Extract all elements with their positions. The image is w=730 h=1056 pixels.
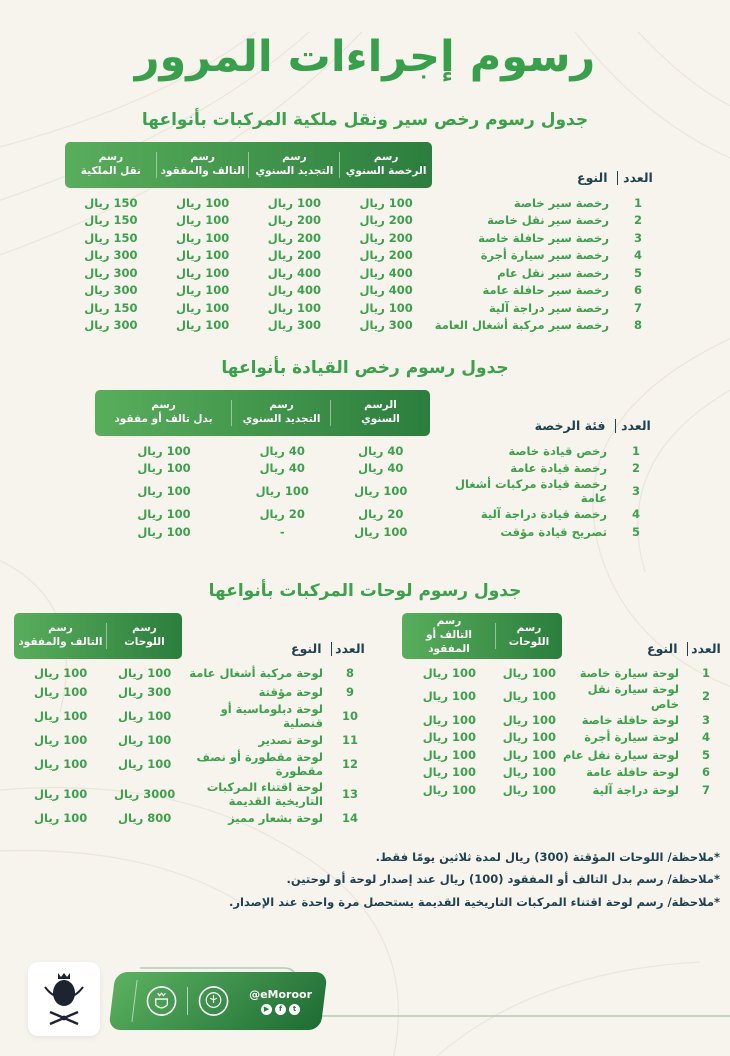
row-fee: 400 ريال bbox=[359, 265, 413, 280]
row-number: 14 bbox=[341, 811, 358, 826]
table-row bbox=[65, 247, 658, 265]
row-fee: 100 ريال bbox=[359, 195, 413, 210]
table-row bbox=[65, 264, 658, 282]
row-fee: 100 ريال bbox=[118, 708, 172, 723]
row-type: لوحة حافلة عامة bbox=[586, 765, 679, 780]
row-fee: 300 ريال bbox=[84, 248, 138, 263]
fee-column-header bbox=[340, 151, 432, 178]
type-header: النوع bbox=[577, 170, 608, 185]
row-type: رخصة قيادة دراجة آلية bbox=[480, 507, 607, 522]
row-fee: 300 ريال bbox=[84, 265, 138, 280]
row-number: 4 bbox=[631, 507, 640, 522]
driving-license-fees-table bbox=[95, 390, 656, 541]
table-row bbox=[14, 780, 368, 809]
row-fee: 200 ريال bbox=[359, 213, 413, 228]
row-fee: 100 ريال bbox=[34, 757, 88, 772]
row-number: 4 bbox=[701, 730, 710, 745]
section-title-plates: جدول رسوم لوحات المركبات بأنواعها bbox=[208, 580, 522, 601]
row-type: رخصة سير نقل خاصة bbox=[487, 213, 609, 228]
fee-col-title-top: رسم bbox=[282, 151, 307, 164]
row-fee: 100 ريال bbox=[255, 484, 309, 499]
row-fee: 100 ريال bbox=[137, 524, 191, 539]
row-fee: 200 ريال bbox=[359, 230, 413, 245]
table-header bbox=[95, 390, 656, 436]
row-fee: 150 ريال bbox=[84, 230, 138, 245]
fee-col-title-bottom: التالف والمفقود bbox=[18, 635, 103, 648]
table-header bbox=[65, 142, 658, 188]
table-row bbox=[14, 683, 368, 701]
fee-col-title-top: رسم bbox=[436, 615, 462, 628]
type-header: النوع bbox=[291, 640, 322, 656]
row-fee: 200 ريال bbox=[267, 248, 321, 263]
row-type: لوحة سيارة نقل خاص bbox=[587, 682, 679, 711]
row-number: 5 bbox=[701, 747, 710, 762]
row-fee: 100 ريال bbox=[34, 811, 88, 826]
fee-col-title-bottom: الرخصة السنوي bbox=[345, 165, 427, 177]
section-title-driving-licenses: جدول رسوم رخص القيادة بأنواعها bbox=[221, 358, 509, 378]
table-row bbox=[95, 442, 656, 460]
row-fee: 100 ريال bbox=[34, 666, 88, 681]
table-body bbox=[95, 442, 656, 541]
row-fee: 100 ريال bbox=[175, 265, 230, 280]
fee-col-title-top: رسم bbox=[132, 622, 157, 635]
table-row bbox=[65, 282, 658, 300]
table-row bbox=[14, 702, 368, 731]
row-fee: - bbox=[279, 524, 285, 539]
note-line: *ملاحظة/ اللوحات المؤقتة (300) ريال لمدة ثلاثين يومًا فقط. bbox=[375, 850, 720, 864]
row-type: لوحة سيارة خاصة bbox=[579, 666, 679, 681]
header-divider bbox=[615, 419, 617, 433]
row-fee: 100 ريال bbox=[175, 230, 230, 245]
section-title-vehicle-licenses: جدول رسوم رخص سير ونقل ملكية المركبات بأنواعها bbox=[141, 110, 589, 130]
fee-column-header bbox=[107, 622, 182, 649]
row-fee: 100 ريال bbox=[175, 300, 230, 315]
row-fee: 800 ريال bbox=[118, 811, 172, 826]
row-fee: 150 ريال bbox=[84, 213, 138, 228]
footer-outline-line bbox=[0, 958, 730, 1048]
moroor-emblem-icon bbox=[42, 970, 86, 1028]
fee-column-header bbox=[496, 622, 562, 649]
table-row bbox=[402, 682, 724, 711]
row-type: رخصة سير مركبة أشغال العامة bbox=[434, 318, 609, 333]
row-type: لوحة سيارة نقل عام bbox=[563, 747, 679, 762]
row-fee: 400 ريال bbox=[267, 283, 321, 298]
row-fee: 100 ريال bbox=[502, 765, 556, 780]
table-row bbox=[65, 212, 658, 230]
table-row bbox=[402, 729, 724, 747]
row-fee: 400 ريال bbox=[359, 283, 413, 298]
table-header bbox=[14, 613, 368, 659]
table-row bbox=[65, 299, 658, 317]
count-type-header bbox=[562, 613, 724, 659]
row-fee: 100 ريال bbox=[137, 484, 191, 499]
fee-col-title-bottom: التالف أو المفقود bbox=[425, 628, 472, 655]
emoroor-handle: @eMoroor bbox=[249, 987, 312, 1001]
social-icons bbox=[249, 1004, 312, 1015]
plates-tables-wrapper bbox=[0, 613, 730, 828]
row-number: 5 bbox=[631, 524, 640, 539]
row-fee: 100 ريال bbox=[34, 786, 88, 801]
count-type-header bbox=[432, 142, 658, 188]
table-header bbox=[402, 613, 724, 659]
fee-col-title-bottom: التجديد السنوي bbox=[255, 165, 334, 177]
fee-col-title-bottom: اللوحات bbox=[124, 635, 165, 648]
row-fee: 100 ريال bbox=[502, 730, 556, 745]
row-type: رخصة سير دراجة آلية bbox=[488, 300, 609, 315]
row-fee: 100 ريال bbox=[502, 666, 556, 681]
fee-column-header bbox=[331, 399, 430, 426]
row-fee: 100 ريال bbox=[267, 195, 321, 210]
row-type: رخصة سير حافلة خاصة bbox=[478, 230, 609, 245]
row-number: 13 bbox=[341, 786, 358, 801]
row-number: 7 bbox=[701, 782, 710, 797]
fee-column-header bbox=[232, 399, 331, 426]
row-number: 4 bbox=[633, 248, 642, 263]
row-number: 2 bbox=[701, 689, 710, 704]
row-number: 5 bbox=[633, 265, 642, 280]
row-number: 11 bbox=[341, 733, 358, 748]
row-type: رخصة سير حافلة عامة bbox=[482, 283, 609, 298]
row-fee: 100 ريال bbox=[502, 689, 556, 704]
ministry-of-interior-badge-icon bbox=[198, 985, 229, 1017]
row-type: لوحة مقطورة أو نصف مقطورة bbox=[196, 750, 323, 779]
row-fee: 20 ريال bbox=[259, 507, 305, 522]
traffic-police-badge-icon bbox=[146, 985, 177, 1017]
fee-col-title-top: رسم bbox=[373, 151, 399, 164]
page-title: رسوم إجراءات المرور bbox=[134, 32, 596, 82]
fee-col-title-bottom: بدل تالف أو مفقود bbox=[114, 413, 213, 425]
row-fee: 20 ريال bbox=[358, 507, 404, 522]
fee-column-header bbox=[65, 151, 157, 178]
badge-divider bbox=[187, 987, 188, 1015]
row-number: 1 bbox=[633, 195, 642, 210]
row-number: 2 bbox=[633, 213, 642, 228]
fee-column-header bbox=[95, 399, 232, 426]
row-fee: 300 ريال bbox=[267, 318, 321, 333]
row-fee: 40 ريال bbox=[259, 461, 305, 476]
table-row bbox=[14, 810, 368, 828]
row-number: 3 bbox=[631, 484, 640, 499]
row-type: رخصة قيادة مركبات أشغال عامة bbox=[454, 477, 607, 506]
row-type: رخصة قيادة عامة bbox=[510, 461, 607, 476]
row-fee: 100 ريال bbox=[422, 782, 476, 797]
fee-column-header bbox=[14, 622, 107, 649]
row-fee: 100 ريال bbox=[422, 712, 476, 727]
row-type: لوحة دراجة آلية bbox=[592, 782, 679, 797]
row-fee: 100 ريال bbox=[34, 708, 88, 723]
row-fee: 300 ريال bbox=[359, 318, 413, 333]
footer-banner-content bbox=[112, 972, 324, 1030]
fee-header-bar bbox=[14, 613, 182, 659]
fee-col-title-bottom: التالف والمفقود bbox=[160, 165, 245, 177]
type-header: النوع bbox=[647, 640, 678, 656]
header-divider bbox=[617, 171, 619, 185]
row-fee: 3000 ريال bbox=[114, 786, 176, 801]
fee-header-bar bbox=[95, 390, 430, 436]
row-type: رخصة سير سيارة أجرة bbox=[480, 248, 609, 263]
row-fee: 300 ريال bbox=[118, 684, 172, 699]
row-number: 9 bbox=[345, 684, 354, 699]
fee-header-bar bbox=[402, 613, 562, 659]
plates-fees-table-right bbox=[402, 613, 724, 828]
row-fee: 100 ريال bbox=[175, 283, 230, 298]
count-header: العدد bbox=[621, 418, 651, 433]
row-fee: 100 ريال bbox=[422, 666, 476, 681]
row-fee: 100 ريال bbox=[175, 318, 230, 333]
row-fee: 100 ريال bbox=[118, 757, 172, 772]
row-fee: 100 ريال bbox=[137, 461, 191, 476]
notes-block bbox=[0, 846, 720, 913]
row-fee: 100 ريال bbox=[34, 733, 88, 748]
row-type: لوحة سيارة أجرة bbox=[584, 730, 679, 745]
table-row bbox=[14, 750, 368, 779]
row-number: 1 bbox=[631, 443, 640, 458]
fee-col-title-top: رسم bbox=[190, 151, 215, 164]
row-fee: 100 ريال bbox=[422, 730, 476, 745]
table-body bbox=[14, 665, 368, 827]
row-number: 6 bbox=[633, 283, 642, 298]
row-fee: 400 ريال bbox=[267, 265, 321, 280]
count-type-header bbox=[182, 613, 368, 659]
fee-col-title-bottom: التجديد السنوي bbox=[242, 413, 321, 425]
table-row bbox=[95, 477, 656, 506]
row-fee: 100 ريال bbox=[422, 747, 476, 762]
row-type: لوحة مركبة أشغال عامة bbox=[189, 666, 323, 681]
row-fee: 100 ريال bbox=[137, 443, 191, 458]
table-row bbox=[14, 665, 368, 683]
row-number: 7 bbox=[633, 300, 642, 315]
fee-col-title-bottom: اللوحات bbox=[508, 635, 550, 648]
footer bbox=[0, 958, 730, 1048]
table-body bbox=[402, 665, 724, 799]
note-line: *ملاحظة/ رسم لوحة اقتناء المركبات التاريخية القديمة يستحصل مرة واحدة عند الإصدار. bbox=[229, 894, 720, 909]
row-type: لوحة تصدير bbox=[258, 733, 323, 748]
twitter-icon: t bbox=[289, 1004, 300, 1015]
table-row bbox=[65, 229, 658, 247]
row-fee: 150 ريال bbox=[84, 195, 138, 210]
row-fee: 100 ريال bbox=[175, 195, 230, 210]
fee-column-header bbox=[402, 615, 496, 656]
row-fee: 100 ريال bbox=[267, 300, 321, 315]
table-row bbox=[402, 746, 724, 764]
row-fee: 100 ريال bbox=[422, 689, 476, 704]
table-row bbox=[14, 732, 368, 750]
row-fee: 40 ريال bbox=[358, 443, 404, 458]
row-fee: 200 ريال bbox=[359, 248, 413, 263]
footer-banner bbox=[112, 972, 324, 1030]
row-type: لوحة اقتناء المركبات التاريخية القديمة bbox=[206, 779, 323, 809]
row-number: 1 bbox=[701, 666, 710, 681]
row-type: رخصة سير خاصة bbox=[513, 195, 609, 210]
row-fee: 100 ريال bbox=[359, 300, 413, 315]
row-fee: 100 ريال bbox=[354, 484, 408, 499]
fee-col-title-bottom: السنوي bbox=[361, 413, 400, 425]
row-type: رخص قيادة خاصة bbox=[508, 443, 607, 458]
fee-col-title-top: رسم bbox=[151, 399, 176, 412]
row-type: تصريح قيادة مؤقت bbox=[500, 524, 607, 539]
row-number: 8 bbox=[345, 666, 354, 681]
traffic-department-emblem-card bbox=[28, 962, 100, 1036]
note-line: *ملاحظة/ رسم بدل التالف أو المفقود (100) ريال عند إصدار لوحة أو لوحتين. bbox=[286, 872, 720, 887]
row-fee: 100 ريال bbox=[502, 712, 556, 727]
row-number: 12 bbox=[341, 757, 358, 772]
facebook-icon: f bbox=[275, 1004, 286, 1015]
row-fee: 100 ريال bbox=[175, 213, 230, 228]
table-row bbox=[402, 764, 724, 782]
table-body bbox=[65, 194, 658, 334]
youtube-icon: ▶ bbox=[261, 1004, 272, 1015]
row-fee: 40 ريال bbox=[358, 461, 404, 476]
count-header: العدد bbox=[335, 640, 365, 656]
table-row bbox=[402, 781, 724, 799]
table-row bbox=[402, 711, 724, 729]
row-fee: 100 ريال bbox=[118, 666, 172, 681]
fee-column-header bbox=[249, 151, 341, 178]
row-fee: 100 ريال bbox=[354, 524, 408, 539]
row-fee: 100 ريال bbox=[502, 747, 556, 762]
table-row bbox=[65, 194, 658, 212]
row-type: رخصة سير نقل عام bbox=[497, 265, 609, 280]
fee-col-title-bottom: نقل الملكية bbox=[80, 165, 141, 177]
row-fee: 100 ريال bbox=[118, 733, 172, 748]
row-fee: 200 ريال bbox=[267, 213, 321, 228]
row-number: 8 bbox=[633, 318, 642, 333]
row-number: 10 bbox=[341, 708, 358, 723]
fee-col-title-top: رسم bbox=[269, 399, 294, 412]
row-number: 3 bbox=[701, 712, 710, 727]
fee-header-bar bbox=[65, 142, 432, 188]
row-number: 3 bbox=[633, 230, 642, 245]
row-fee: 100 ريال bbox=[422, 765, 476, 780]
type-header: فئة الرخصة bbox=[534, 418, 606, 433]
banner-divider-line bbox=[131, 980, 137, 1022]
row-type: لوحة مؤقتة bbox=[258, 684, 323, 699]
row-fee: 100 ريال bbox=[34, 684, 88, 699]
row-fee: 100 ريال bbox=[137, 507, 191, 522]
row-number: 6 bbox=[701, 765, 710, 780]
table-row bbox=[95, 523, 656, 541]
table-row bbox=[65, 317, 658, 335]
header-divider bbox=[687, 642, 689, 656]
fee-column-header bbox=[157, 151, 249, 178]
header-divider bbox=[331, 642, 333, 656]
row-type: لوحة بشعار مميز bbox=[228, 811, 323, 826]
table-row bbox=[95, 460, 656, 478]
row-fee: 40 ريال bbox=[259, 443, 305, 458]
social-handle-block bbox=[249, 988, 312, 1015]
table-row bbox=[402, 665, 724, 683]
fee-col-title-top: رسم bbox=[516, 622, 542, 635]
fee-col-title-top: الرسم bbox=[364, 399, 397, 412]
vehicle-license-fees-table bbox=[65, 142, 658, 334]
row-fee: 300 ريال bbox=[84, 318, 138, 333]
fee-col-title-top: رسم bbox=[48, 622, 73, 635]
fee-col-title-top: رسم bbox=[98, 151, 124, 164]
row-fee: 200 ريال bbox=[267, 230, 321, 245]
plates-fees-table-left bbox=[14, 613, 368, 828]
row-fee: 100 ريال bbox=[175, 248, 230, 263]
row-fee: 100 ريال bbox=[502, 782, 556, 797]
count-type-header bbox=[430, 390, 656, 436]
count-header: العدد bbox=[691, 640, 721, 656]
row-type: لوحة دبلوماسية أو قنصلية bbox=[220, 701, 323, 731]
count-header: العدد bbox=[623, 170, 653, 185]
row-fee: 150 ريال bbox=[84, 300, 138, 315]
row-type: لوحة حافلة خاصة bbox=[581, 712, 679, 727]
table-row bbox=[95, 506, 656, 524]
row-fee: 300 ريال bbox=[84, 283, 138, 298]
row-number: 2 bbox=[631, 461, 640, 476]
